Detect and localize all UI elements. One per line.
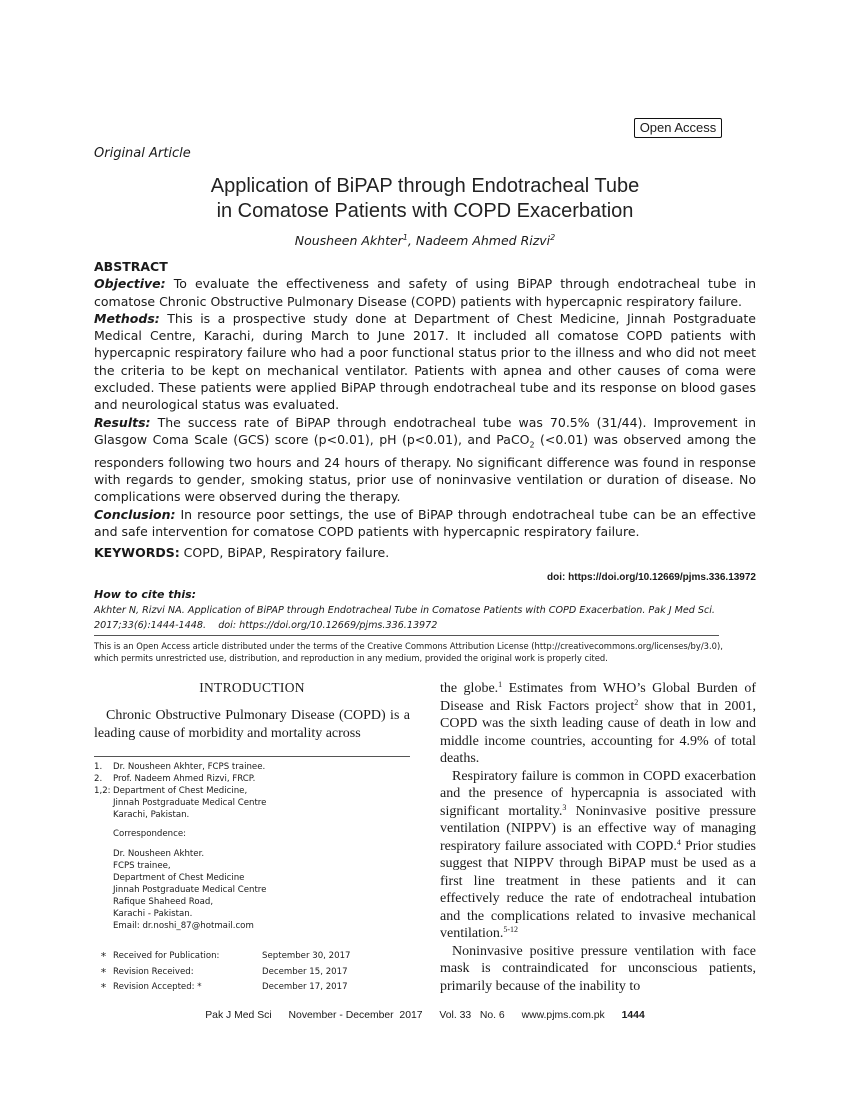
p2-text-a: Respiratory failure is common in COPD exacerbation and the presence of hypercapnia is associated with significant mortality. <box>440 768 756 819</box>
author-separator: , <box>407 233 416 248</box>
citation-text <box>94 603 756 633</box>
methods-label: Methods: <box>94 310 160 326</box>
correspondence-title: FCPS trainee, <box>113 860 171 871</box>
conclusion-text: In resource poor settings, the use of BiPAP through endotracheal tube can be an effective and safe intervention for comatose COPD patients with hypercapnic respiratory failure. <box>94 506 756 539</box>
footer-issue: November - December 2017 <box>288 1010 423 1021</box>
author-2: Nadeem Ahmed Rizvi <box>415 233 551 248</box>
keywords-text: COPD, BiPAP, Respiratory failure. <box>179 545 390 560</box>
p2-text-c: Prior studies suggest that NIPPV through BiPAP must be used as a first line treatment in these patients and it can effectively reduce the rate of endotracheal intubation and the complications related to invasive mechanical ventilation. <box>440 838 756 941</box>
results-label: Results: <box>94 414 151 430</box>
p1-ref-1: 1 <box>498 680 503 689</box>
citation-divider <box>94 635 719 636</box>
accepted-label: Revision Accepted: * <box>113 982 202 992</box>
methods-text: This is a prospective study done at Department of Chest Medicine, Jinnah Postgraduate Medical Centre, Karachi, during March to June 2017. It included all comatose COPD patients with hypercapnic respiratory failure who had a poor functional status prior to the illness and who did not meet the criteria to be kept on mechanical ventilator. Patients with apnea and other causes of coma were excluded. These patients were applied BiPAP through endotracheal tube and its response on blood gases and neurological status was evaluated. <box>94 310 756 413</box>
abstract <box>94 258 756 540</box>
revision-label: Revision Received: <box>113 966 194 977</box>
license-notice <box>94 640 756 664</box>
revision-date: December 15, 2017 <box>262 966 348 977</box>
p1-text-b: Estimates from WHO’s Global Burden of Disease and Risk Factors project <box>440 681 756 714</box>
footnote-3-num: 1,2: <box>94 786 111 797</box>
footnote-affiliation-line: Jinnah Postgraduate Medical Centre <box>113 798 267 809</box>
page-footer <box>94 1010 756 1021</box>
p1-ref-2: 2 <box>634 697 639 707</box>
abstract-conclusion <box>94 506 756 541</box>
author-1-affiliation: 1 <box>402 233 408 242</box>
star-icon: * <box>100 950 107 963</box>
keywords <box>94 545 389 560</box>
doi-link[interactable]: doi: https://doi.org/10.12669/pjms.336.13972 <box>547 572 756 583</box>
correspondence-dept: Department of Chest Medicine <box>113 872 245 883</box>
footer-volume: Vol. 33 No. 6 <box>439 1010 505 1021</box>
introduction-heading: INTRODUCTION <box>199 680 305 695</box>
license-line-2: which permits unrestricted use, distribution, and reproduction in any medium, provided the original work is properly cited. <box>94 653 608 663</box>
footnote-2-text: Prof. Nadeem Ahmed Rizvi, FRCP. <box>113 774 256 785</box>
intro-paragraph-1: Chronic Obstructive Pulmonary Disease (COPD) is a leading cause of morbidity and mortality across <box>94 708 410 741</box>
submission-dates <box>94 949 410 996</box>
accepted-date: December 17, 2017 <box>262 982 348 992</box>
conclusion-label: Conclusion: <box>94 506 176 522</box>
star-icon: * <box>100 965 107 979</box>
introduction-column-1 <box>94 707 410 742</box>
body-paragraph-1 <box>440 680 756 768</box>
footnote-2 <box>94 773 410 785</box>
results-text-a: The success rate of BiPAP through endotracheal tube was 70.5% (31/44). Improvement in Glasgow Coma Scale (GCS) score (p<0.01), pH (p<0.01), and PaCO <box>94 414 756 447</box>
footer-journal: Pak J Med Sci <box>205 1010 272 1021</box>
article-title <box>94 174 756 224</box>
abstract-results <box>94 414 756 506</box>
citation-line-2: 2017;33(6):1444-1448. doi: https://doi.org/10.12669/pjms.336.13972 <box>94 620 438 631</box>
objective-label: Objective: <box>94 276 166 292</box>
title-line-1: Application of BiPAP through Endotracheal Tube <box>210 175 640 197</box>
abstract-methods <box>94 310 756 414</box>
article-type: Original Article <box>94 146 191 161</box>
footnote-divider <box>94 756 410 757</box>
citation-heading: How to cite this: <box>94 588 197 601</box>
footnote-1-num: 1. <box>94 762 103 772</box>
open-access-badge: Open Access <box>634 118 722 138</box>
correspondence-road: Rafique Shaheed Road, <box>113 896 214 907</box>
footnote-1-text: Dr. Nousheen Akhter, FCPS trainee. <box>113 762 266 772</box>
author-2-affiliation: 2 <box>550 233 556 242</box>
received-date: September 30, 2017 <box>262 951 351 961</box>
footnote-affiliation-city: Karachi, Pakistan. <box>113 810 190 821</box>
abstract-heading: ABSTRACT <box>94 259 168 274</box>
star-icon: * <box>100 981 107 994</box>
keywords-label: KEYWORDS: <box>94 545 180 560</box>
date-received <box>94 949 410 965</box>
footnote-3-text: Department of Chest Medicine, <box>113 786 248 797</box>
body-paragraph-3: Noninvasive positive pressure ventilation with face mask is contraindicated for unconscious patients, primarily because of the inability to <box>440 943 756 994</box>
correspondence-institute: Jinnah Postgraduate Medical Centre <box>113 884 267 895</box>
results-subscript: 2 <box>529 440 535 450</box>
results-text-b: (<0.01) was observed among the responders following two hours and 24 hours of therapy. No significant difference was found in response with regards to gender, smoking status, prior use of noninvasive ventilation or duration of disease. No complications were observed during the therapy. <box>94 431 757 505</box>
footer-website[interactable]: www.pjms.com.pk <box>521 1010 605 1021</box>
body-paragraph-2 <box>440 768 756 943</box>
correspondence-name: Dr. Nousheen Akhter. <box>113 848 205 859</box>
p1-text-a: the globe. <box>440 681 499 696</box>
correspondence-email[interactable]: Email: dr.noshi_87@hotmail.com <box>113 921 254 932</box>
p1-text-c: show that in 2001, COPD was the sixth leading cause of death in low and middle income countries, accounting for 4.9% of total deaths. <box>440 698 756 766</box>
correspondence-label: Correspondence: <box>113 829 187 840</box>
footnote-2-num: 2. <box>94 774 103 785</box>
footnote-1 <box>94 761 410 773</box>
p2-ref-2: 4 <box>676 837 681 847</box>
correspondence-city: Karachi - Pakistan. <box>113 909 193 920</box>
received-label: Received for Publication: <box>113 951 220 961</box>
p2-text-b: Noninvasive positive pressure ventilation (NIPPV) is an effective way of managing respiratory failure associated with COPD. <box>440 803 756 854</box>
authors <box>94 233 756 248</box>
objective-text: To evaluate the effectiveness and safety of using BiPAP through endotracheal tube in comatose Chronic Obstructive Pulmonary Disease (COPD) patients with hypercapnic respiratory failure. <box>94 276 756 309</box>
date-revision <box>94 965 410 981</box>
date-accepted <box>94 980 410 996</box>
footnote-3 <box>94 785 410 797</box>
citation-line-1: Akhter N, Rizvi NA. Application of BiPAP through Endotracheal Tube in Comatose Patients with COPD Exacerbation. Pak J Med Sci. <box>94 605 715 616</box>
author-1: Nousheen Akhter <box>294 233 403 248</box>
title-line-2: in Comatose Patients with COPD Exacerbation <box>216 200 634 222</box>
p2-ref-3: 5-12 <box>503 925 519 934</box>
footnotes <box>94 761 410 932</box>
abstract-objective <box>94 275 756 310</box>
p2-ref-1: 3 <box>562 802 567 812</box>
license-line-1: This is an Open Access article distributed under the terms of the Creative Commons Attribution License (http://creativecommons.org/licenses/by/3.0), <box>94 641 723 651</box>
body-column-2 <box>440 680 756 995</box>
page-number: 1444 <box>621 1010 645 1021</box>
